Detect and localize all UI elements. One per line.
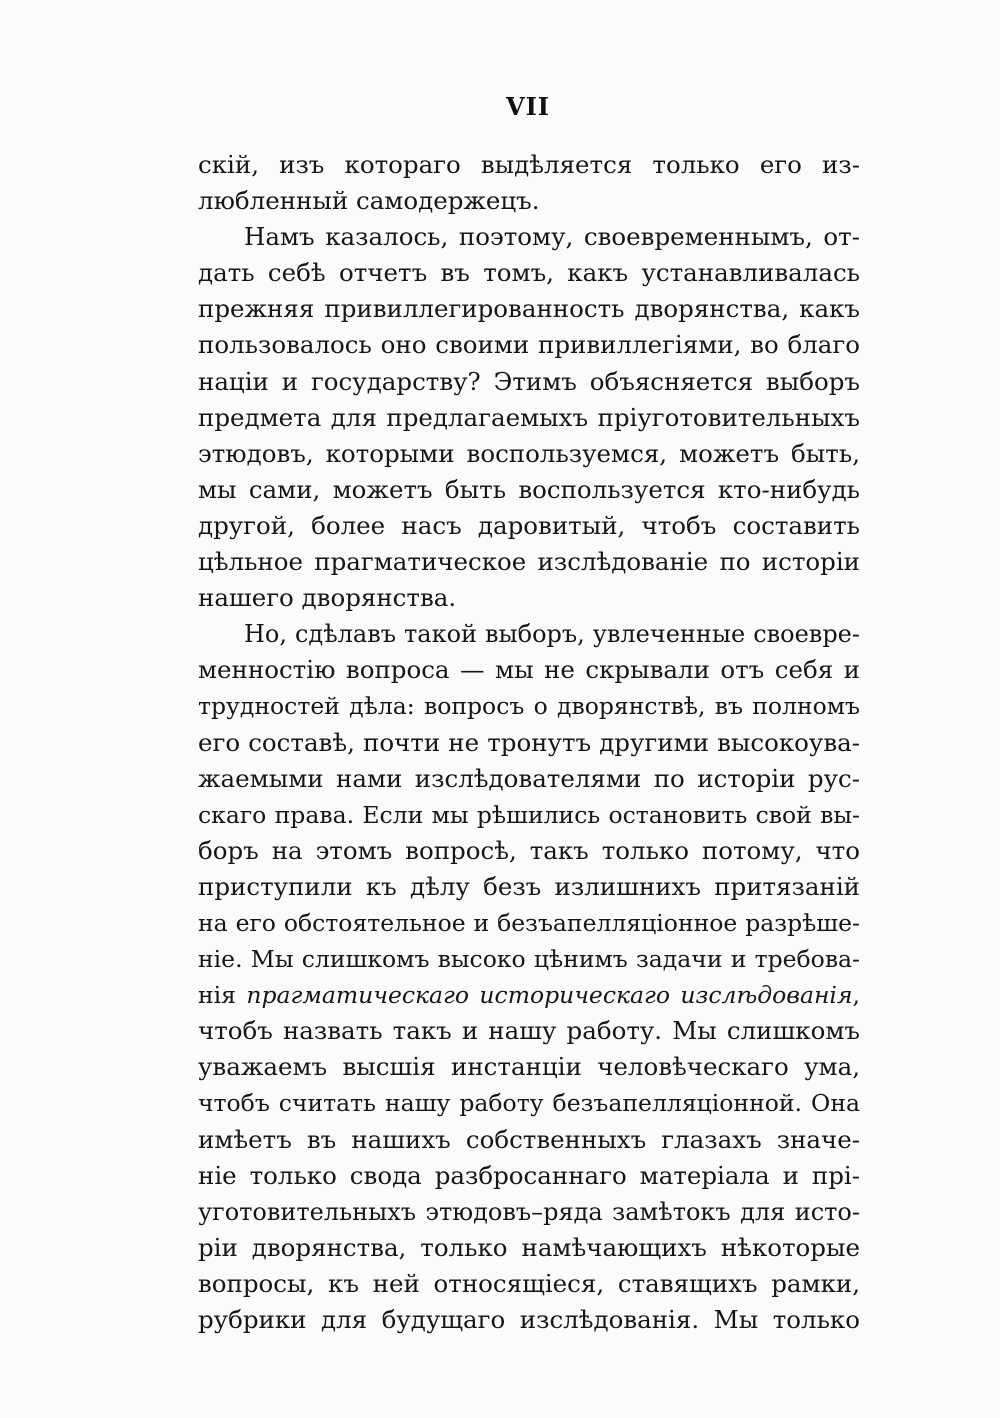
text-line: пользовалось оно своими привиллегіями, во благо: [198, 330, 860, 360]
paragraph-start-line: Намъ казалось, поэтому, своевременнымъ, от-: [244, 222, 860, 252]
text-line: чтобъ считать нашу работу безъапелляціонной. Она: [198, 1089, 860, 1118]
text-line: вопросы, къ ней относящіеся, ставящихъ рамки,: [198, 1268, 860, 1298]
text-line: жаемыми нами изслѣдователями по исторіи рус-: [198, 763, 860, 793]
text-line: націи и государству? Этимъ объясняется выборъ: [198, 366, 860, 396]
text-line: имѣетъ въ нашихъ собственныхъ глазахъ значе-: [198, 1124, 860, 1154]
text-line: ніе только свода разбросаннаго матеріала и прі-: [198, 1160, 860, 1190]
text-line: дать себѣ отчетъ въ томъ, какъ устанавливалась: [198, 258, 860, 288]
text-line: предмета для предлагаемыхъ пріуготовительныхъ: [198, 402, 860, 432]
page-number: VII: [505, 92, 551, 121]
text-line: уважаемъ высшія инстанціи человѣческаго ума,: [198, 1052, 860, 1082]
text-line: чтобъ назвать такъ и нашу работу. Мы слишкомъ: [198, 1016, 860, 1046]
body-text: [198, 147, 860, 1338]
paragraph-start-line: Но, сдѣлавъ такой выборъ, увлеченные своевре-: [244, 620, 860, 649]
text-line: его составѣ, почти не тронутъ другими высокоува-: [198, 727, 860, 757]
text-line: мы сами, можетъ быть воспользуется кто-нибудь: [198, 474, 860, 504]
text-line: менностію вопроса — мы не скрывали отъ себя и: [198, 655, 860, 685]
text-line-with-italic: [198, 977, 860, 1013]
line-text-after-italic: ,: [852, 981, 860, 1010]
text-line: рубрики для будущаго изслѣдованія. Мы только: [198, 1305, 860, 1334]
text-line: ріи дворянства, только намѣчающихъ нѣкоторые: [198, 1232, 860, 1262]
text-line: скаго права. Если мы рѣшились остановить свой вы-: [198, 800, 860, 829]
text-line: на его обстоятельное и безъапелляціонное разрѣше-: [198, 908, 860, 937]
text-line: приступили къ дѣлу безъ излишнихъ притязаній: [198, 871, 860, 901]
text-line: цѣльное прагматическое изслѣдованіе по исторіи: [198, 547, 860, 577]
text-line: уготовительныхъ этюдовъ–ряда замѣтокъ для исто-: [198, 1197, 860, 1226]
italic-phrase: прагматическаго историческаго изслѣдованія: [246, 981, 853, 1010]
text-line: прежняя привиллегированность дворянства, какъ: [198, 294, 860, 324]
text-line: другой, более насъ даровитый, чтобъ составить: [198, 510, 860, 540]
text-line: трудностей дѣла: вопросъ о дворянствѣ, въ полномъ: [198, 692, 860, 721]
text-line: скій, изъ котораго выдѣляется только его из-: [198, 150, 860, 179]
text-line: этюдовъ, которыми воспользуемся, можетъ быть,: [198, 438, 860, 468]
text-line: любленный самодержецъ.: [198, 186, 540, 216]
line-text-before-italic: нія: [198, 981, 247, 1010]
text-line: ніе. Мы слишкомъ высоко цѣнимъ задачи и требова-: [198, 945, 860, 974]
text-line: боръ на этомъ вопросѣ, такъ только потому, что: [198, 835, 860, 865]
text-line: нашего дворянства.: [198, 583, 457, 613]
